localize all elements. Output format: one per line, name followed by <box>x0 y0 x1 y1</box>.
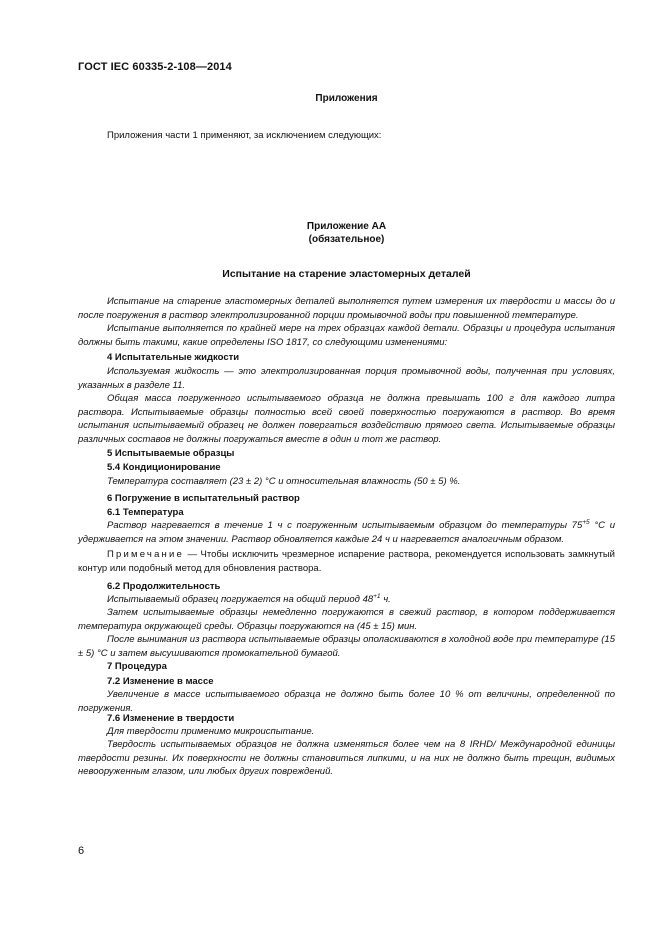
paragraph-scope: Испытание выполняется по крайней мере на трех образцах каждой детали. Образцы и процедура испытания должны быть такими, какие определены ISO 1817, со следующими изменениями: <box>78 323 615 348</box>
paragraph-intro: Испытание на старение эластомерных деталей выполняется путем измерения их твердости и массы до и после погружения в раствор электролизированной порции промывочной воды при повышенной температуре. <box>78 296 615 321</box>
note: Примечание — Чтобы исключить чрезмерное испарение раствора, рекомендуется использовать замкнутый контур или подобный метод для обновления раствора. <box>78 549 615 574</box>
section-7-6-heading: 7.6 Изменение в твердости <box>107 713 235 724</box>
annex-status: (обязательное) <box>308 234 385 245</box>
section-6-heading: 6 Погружение в испытательный раствор <box>107 493 300 504</box>
note-label: Примечание <box>107 549 184 560</box>
section-5-4-heading: 5.4 Кондиционирование <box>107 462 221 473</box>
paragraph-microtest: Для твердости применимо микроиспытание. <box>107 726 315 737</box>
section-7-heading: 7 Процедура <box>107 661 167 672</box>
section-6-2-heading: 6.2 Продолжительность <box>107 581 221 592</box>
paragraph-hardness: Твердость испытываемых образцов не должна изменяться более чем на 8 IRHD/ Международной единицы твердости резины. Их поверхности не должны становиться липкими, и на них не должно быть трещин, видимых невооруженным глазом, или любых других повреждений. <box>78 739 615 777</box>
paragraph-conditioning: Температура составляет (23 ± 2) °С и относительная влажность (50 ± 5) %. <box>107 476 461 487</box>
annex-title: Приложение АА <box>306 221 387 232</box>
section-7-2-heading: 7.2 Изменение в массе <box>107 676 214 687</box>
page-number: 6 <box>78 845 85 857</box>
document-header: ГОСТ IEC 60335-2-108—2014 <box>78 61 232 73</box>
section-4-heading: 4 Испытательные жидкости <box>107 352 240 363</box>
paragraph-mass: Общая масса погруженного испытываемого образца не должна превышать 100 г для каждого литра раствора. Испытываемые образцы полностью всей своей поверхностью погружаются в раствор. Во время испытания испытываемый образец не должен повергаться воздействию прямого света. Испытываемые образцы различных составов не должны погружаться вместе в один и тот же раствор. <box>78 393 615 445</box>
paragraph-duration: Испытываемый образец погружается на общий период $48^{+1}$ ч. <box>107 593 391 605</box>
paragraph-fresh-solution: Затем испытываемые образцы немедленно погружаются в свежий раствор, в котором поддерживается температура окружающей среды. Образцы погружаются на (45 ± 15) мин. <box>78 607 615 632</box>
annex-heading: Испытание на старение эластомерных деталей <box>222 268 471 280</box>
paragraph-temperature: Раствор нагревается в течение 1 ч с погруженным испытываемым образцом до температуры $75^{+5}$ °С и удерживается на этом значении. Раствор обновляется каждые 24 ч и нагревается аналогичным образом. <box>78 519 615 545</box>
paragraph-liquid: Используемая жидкость — это электролизированная порция промывочной воды, полученная при условиях, указанных в разделе 11. <box>78 366 615 391</box>
section-5-heading: 5 Испытываемые образцы <box>107 448 235 459</box>
temperature-tolerance: +5 <box>582 519 590 526</box>
appendices-title: Приложения <box>315 93 378 104</box>
section-6-1-heading: 6.1 Температура <box>107 507 184 518</box>
duration-tolerance: +1 <box>373 593 381 600</box>
paragraph-mass-change: Увеличение в массе испытываемого образца не должно быть более 10 % от величины, определенной по погружения. <box>78 689 615 714</box>
appendices-intro: Приложения части 1 применяют, за исключением следующих: <box>107 130 382 141</box>
paragraph-rinse: После вынимания из раствора испытываемые образцы ополаскиваются в холодной воде при температуре (15 ± 5) °С и затем высушиваются промокательной бумагой. <box>78 634 615 659</box>
